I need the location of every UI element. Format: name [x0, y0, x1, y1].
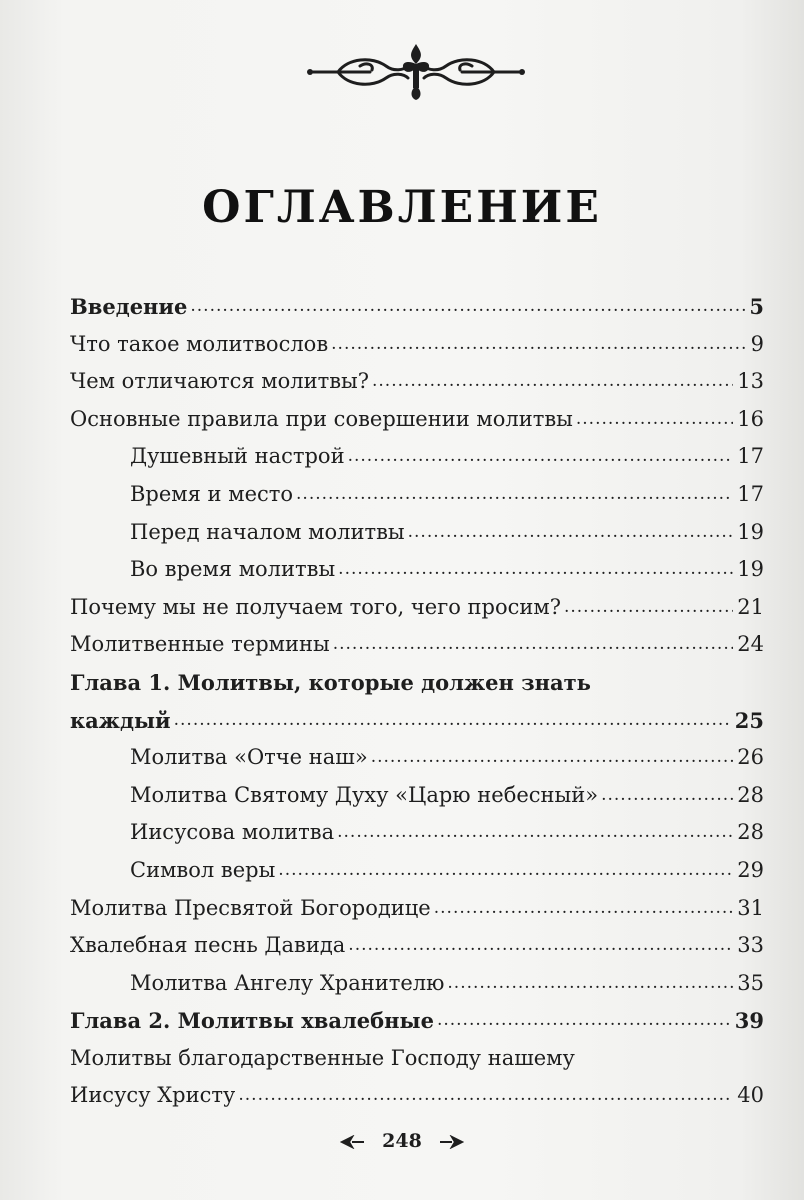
- footer-ornament-right-icon: [438, 1135, 464, 1149]
- toc-entry-label: Перед началом молитвы: [130, 519, 405, 544]
- dot-leader: [190, 288, 745, 326]
- toc-entry-page: 21: [737, 594, 764, 619]
- toc-entry-label: Иисусова молитва: [130, 820, 335, 845]
- dot-leader: [338, 551, 733, 589]
- dot-leader: [174, 702, 731, 740]
- toc-entry-page: 17: [737, 444, 764, 469]
- toc-entry-page: 13: [737, 369, 764, 394]
- toc-entry: [70, 814, 764, 852]
- toc-entry: [70, 739, 764, 777]
- toc-entry-page: 17: [737, 481, 764, 506]
- dot-leader: [333, 626, 734, 664]
- toc-entry: [70, 363, 764, 401]
- toc-entry-label: Основные правила при совершении молитвы: [70, 406, 573, 431]
- toc-entry-label: Глава 2. Молитвы хвалебные: [70, 1008, 434, 1034]
- toc-entry-label: Молитва Ангелу Хранителю: [130, 970, 445, 995]
- dot-leader: [348, 927, 733, 965]
- toc-entry-page: 28: [737, 820, 764, 845]
- chapter-heading-line: Глава 1. Молитвы, которые должен знать: [70, 669, 591, 695]
- toc-entry-label: Душевный настрой: [130, 444, 345, 469]
- toc-entry-page: 24: [737, 632, 764, 657]
- toc-entry-page: 29: [737, 857, 764, 882]
- dot-leader: [434, 890, 734, 928]
- dot-leader: [296, 476, 733, 514]
- toc-entry: [70, 551, 764, 589]
- toc-entry: [70, 1002, 764, 1040]
- toc-entry: [70, 401, 764, 439]
- toc-entry-page: 25: [734, 707, 764, 733]
- toc-entry-page: 19: [737, 557, 764, 582]
- table-of-contents: [70, 288, 764, 1115]
- decorative-ornament-icon: [300, 40, 532, 102]
- page-title: ОГЛАВЛЕНИЕ: [202, 182, 602, 233]
- page-number: 248: [382, 1130, 422, 1152]
- toc-entry-label: Чем отличаются молитвы?: [70, 369, 369, 394]
- dot-leader: [238, 1077, 733, 1115]
- dot-leader: [576, 401, 733, 439]
- toc-entry: [70, 890, 764, 928]
- toc-entry-label: каждый: [70, 707, 171, 733]
- toc-entry: [70, 589, 764, 627]
- toc-entry-page: 26: [737, 745, 764, 770]
- toc-entry-page: 33: [737, 933, 764, 958]
- toc-entry-label: Введение: [70, 294, 188, 319]
- toc-entry-page: 31: [737, 895, 764, 920]
- page-footer: [0, 1130, 804, 1152]
- toc-entry-label: Хвалебная песнь Давида: [70, 933, 346, 958]
- toc-entry-page: 16: [737, 406, 764, 431]
- toc-entry-label: Молитва Святому Духу «Царю небесный»: [130, 782, 599, 807]
- toc-entry: [70, 927, 764, 965]
- toc-entry: [70, 777, 764, 815]
- toc-entry: [70, 965, 764, 1003]
- toc-entry-label: Молитвенные термины: [70, 632, 330, 657]
- toc-entry-page: 19: [737, 519, 764, 544]
- dot-leader: [331, 326, 746, 364]
- toc-entry-label: Время и место: [130, 481, 294, 506]
- toc-entry-label: Почему мы не получаем того, чего просим?: [70, 594, 561, 619]
- toc-entry: [70, 514, 764, 552]
- toc-entry-label: Иисусу Христу: [70, 1083, 236, 1108]
- dot-leader: [408, 514, 734, 552]
- toc-entry: [70, 288, 764, 326]
- toc-entry-label: Символ веры: [130, 857, 276, 882]
- toc-entry-label: Молитва «Отче наш»: [130, 745, 368, 770]
- toc-entry: [70, 438, 764, 476]
- toc-entry: [70, 626, 764, 664]
- toc-entry-page: 28: [737, 782, 764, 807]
- toc-entry-label: Что такое молитвослов: [70, 331, 329, 356]
- toc-entry: [70, 702, 764, 740]
- toc-entry-page: 40: [737, 1083, 764, 1108]
- dot-leader: [278, 852, 733, 890]
- dot-leader: [437, 1002, 731, 1040]
- toc-entry-label: Во время молитвы: [130, 557, 336, 582]
- toc-entry-page: 39: [734, 1008, 764, 1034]
- footer-ornament-left-icon: [340, 1135, 366, 1149]
- dot-leader: [348, 438, 734, 476]
- toc-entry-page: 35: [737, 970, 764, 995]
- toc-entry-page: 5: [749, 294, 764, 319]
- toc-entry: [70, 852, 764, 890]
- toc-entry: [70, 1077, 764, 1115]
- toc-entry-label: Молитва Пресвятой Богородице: [70, 895, 431, 920]
- dot-leader: [371, 739, 734, 777]
- toc-entry: [70, 476, 764, 514]
- toc-entry: [70, 326, 764, 364]
- dot-leader: [447, 965, 733, 1003]
- toc-entry-page: 9: [750, 331, 764, 356]
- dot-leader: [564, 589, 733, 627]
- toc-entry-first-line: Молитвы благодарственные Господу нашему: [70, 1045, 575, 1070]
- dot-leader: [372, 363, 733, 401]
- dot-leader: [601, 777, 733, 815]
- dot-leader: [337, 814, 733, 852]
